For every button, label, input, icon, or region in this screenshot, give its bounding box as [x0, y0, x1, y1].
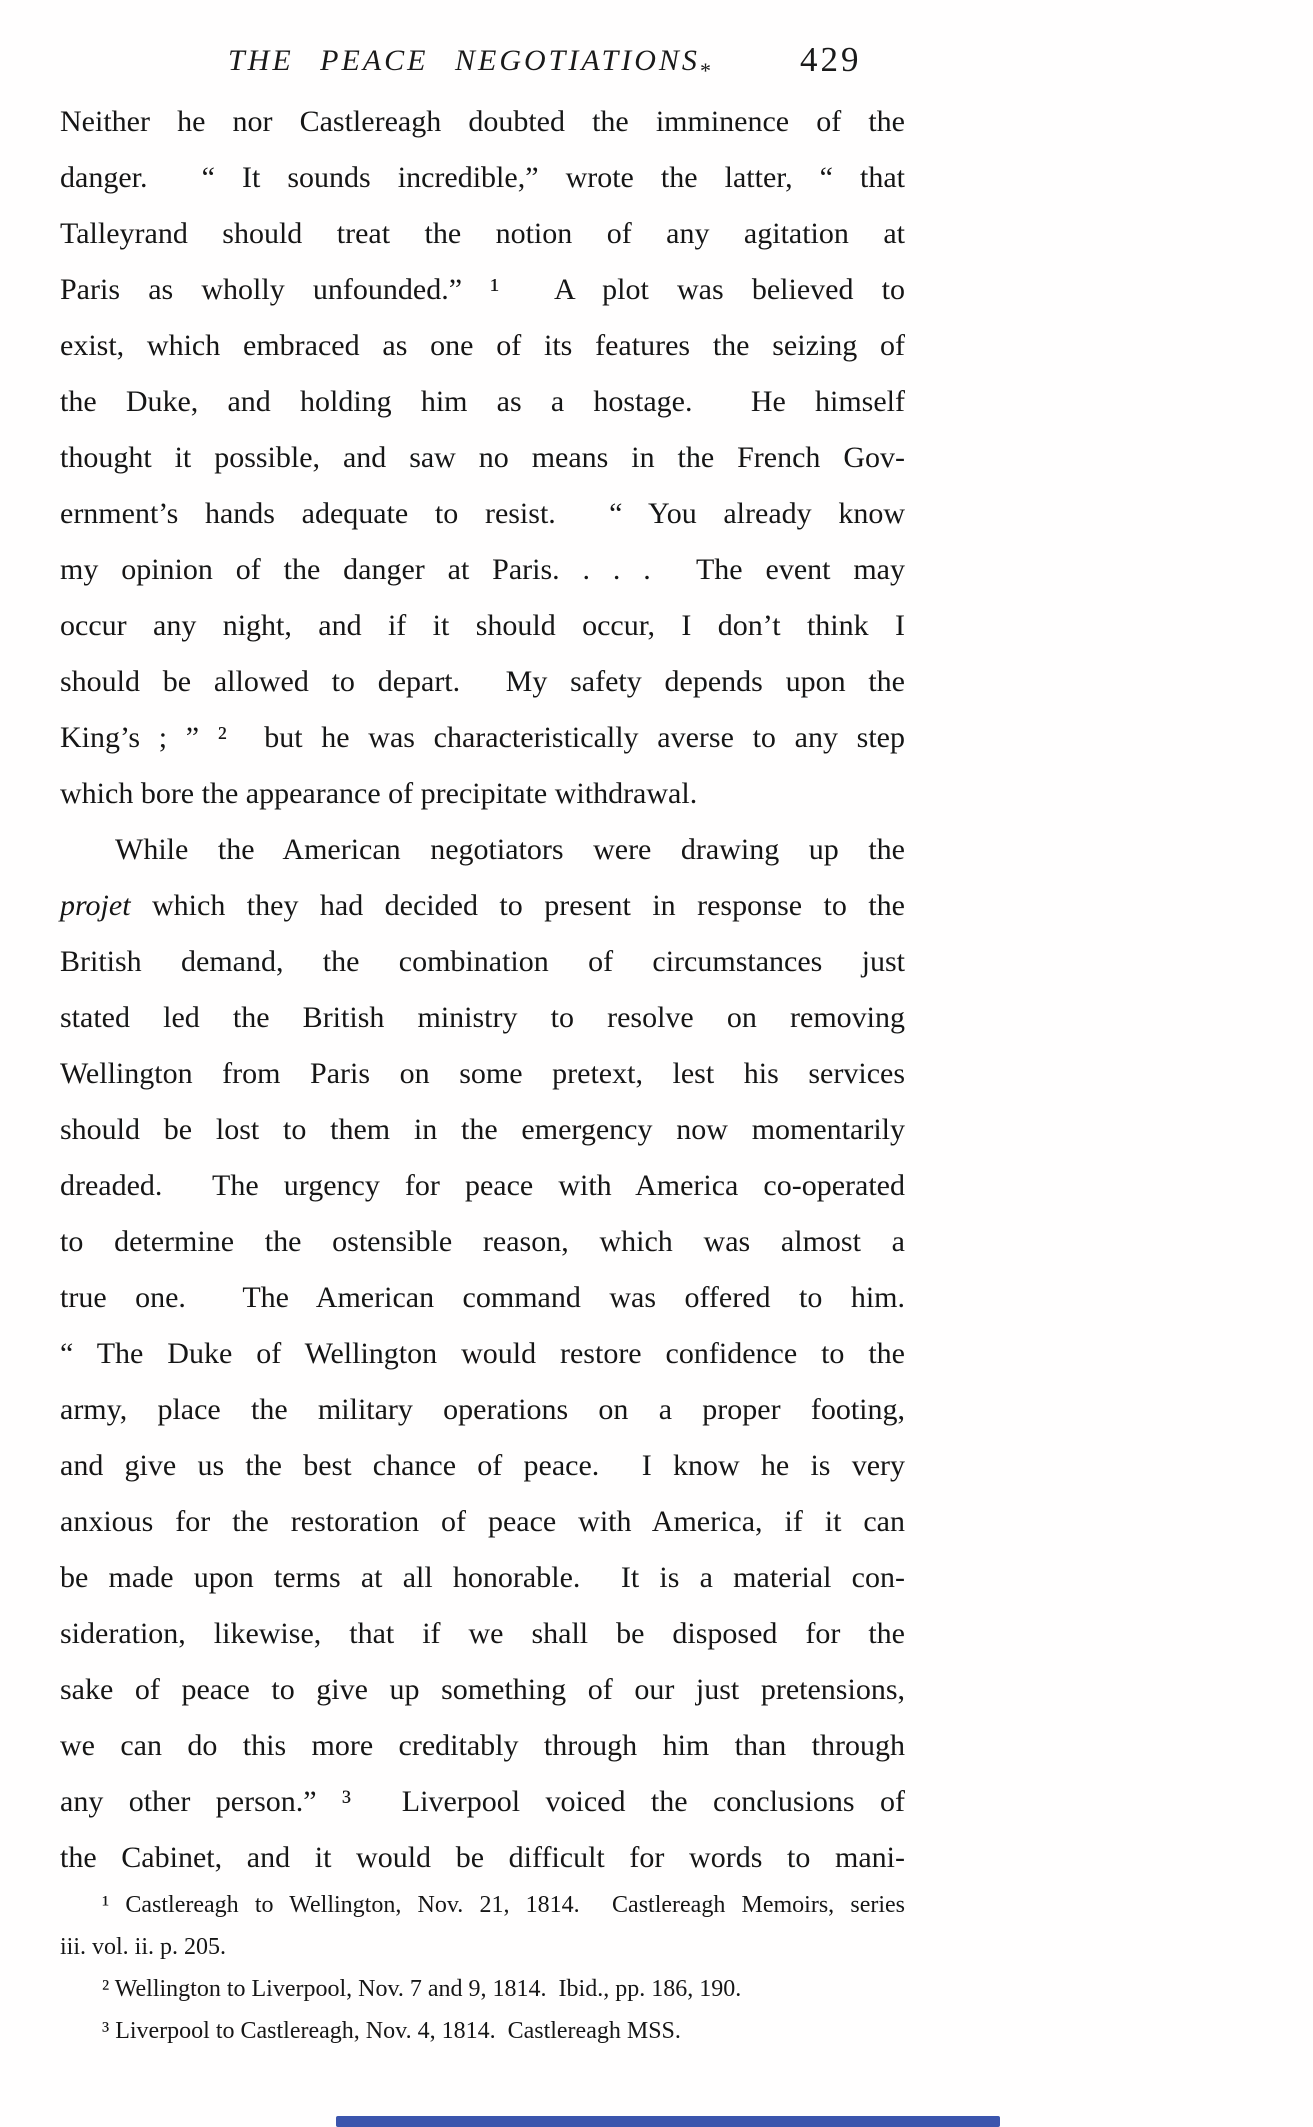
footnotes	[60, 1884, 905, 2052]
text-line: we can do this more creditably through him than through	[60, 1729, 905, 1762]
text-line: “ The Duke of Wellington would restore confidence to the	[60, 1337, 905, 1370]
paragraph	[60, 94, 905, 822]
paragraph	[60, 822, 905, 1886]
text-line: Neither he nor Castlereagh doubted the imminence of the	[60, 105, 905, 138]
text-line: exist, which embraced as one of its features the seizing of	[60, 329, 905, 362]
text-line: thought it possible, and saw no means in the French Gov-	[60, 441, 905, 474]
text-line: the Cabinet, and it would be difficult for words to mani-	[60, 1841, 905, 1874]
text-line: ernment’s hands adequate to resist. “ You already know	[60, 497, 905, 530]
text-line: Wellington from Paris on some pretext, lest his services	[60, 1057, 905, 1090]
text-line: army, place the military operations on a proper footing,	[60, 1393, 905, 1426]
footnote-line: ¹ Castlereagh to Wellington, Nov. 21, 1814. Castlereagh Memoirs, series	[102, 1892, 905, 1918]
text-line: and give us the best chance of peace. I know he is very	[60, 1449, 905, 1482]
text-line: anxious for the restoration of peace with America, if it can	[60, 1505, 905, 1538]
text-line: the Duke, and holding him as a hostage. He himself	[60, 385, 905, 418]
text-line: Paris as wholly unfounded.” ¹ A plot was believed to	[60, 273, 905, 306]
text-line: sideration, likewise, that if we shall be disposed for the	[60, 1617, 905, 1650]
text-line: While the American negotiators were drawing up the	[115, 833, 905, 866]
text-line: dreaded. The urgency for peace with America co-operated	[60, 1169, 905, 1202]
text-line: occur any night, and if it should occur, I don’t think I	[60, 609, 905, 642]
text-line: projet which they had decided to present in response to the	[60, 889, 905, 922]
text-line: true one. The American command was offered to him.	[60, 1281, 905, 1314]
header-mark: *	[700, 58, 711, 83]
footnote-line: ³ Liverpool to Castlereagh, Nov. 4, 1814. Castlereagh MSS.	[102, 2018, 681, 2044]
text-line: stated led the British ministry to resolve on removing	[60, 1001, 905, 1034]
text-line: to determine the ostensible reason, which was almost a	[60, 1225, 905, 1258]
text-line: my opinion of the danger at Paris. . . . The event may	[60, 553, 905, 586]
text-line: danger. “ It sounds incredible,” wrote the latter, “ that	[60, 161, 905, 194]
running-title: THE PEACE NEGOTIATIONS	[228, 44, 700, 77]
footnote-line: ² Wellington to Liverpool, Nov. 7 and 9, 1814. Ibid., pp. 186, 190.	[102, 1976, 742, 2002]
text-line: Talleyrand should treat the notion of any agitation at	[60, 217, 905, 250]
text-line: any other person.” ³ Liverpool voiced the conclusions of	[60, 1785, 905, 1818]
text-line: King’s ; ” ² but he was characteristically averse to any step	[60, 721, 905, 754]
text-line: should be lost to them in the emergency now momentarily	[60, 1113, 905, 1146]
body-text	[60, 94, 905, 1886]
text-line: which bore the appearance of precipitate withdrawal.	[60, 777, 698, 810]
text-line: should be allowed to depart. My safety depends upon the	[60, 665, 905, 698]
text-line: sake of peace to give up something of our just pretensions,	[60, 1673, 905, 1706]
bottom-bar	[336, 2116, 1000, 2127]
footnote-line: iii. vol. ii. p. 205.	[60, 1934, 227, 1960]
italic-word: projet	[60, 889, 131, 922]
text-line: be made upon terms at all honorable. It is a material con-	[60, 1561, 905, 1594]
text-line: British demand, the combination of circumstances just	[60, 945, 905, 978]
page-number: 429	[800, 40, 862, 79]
